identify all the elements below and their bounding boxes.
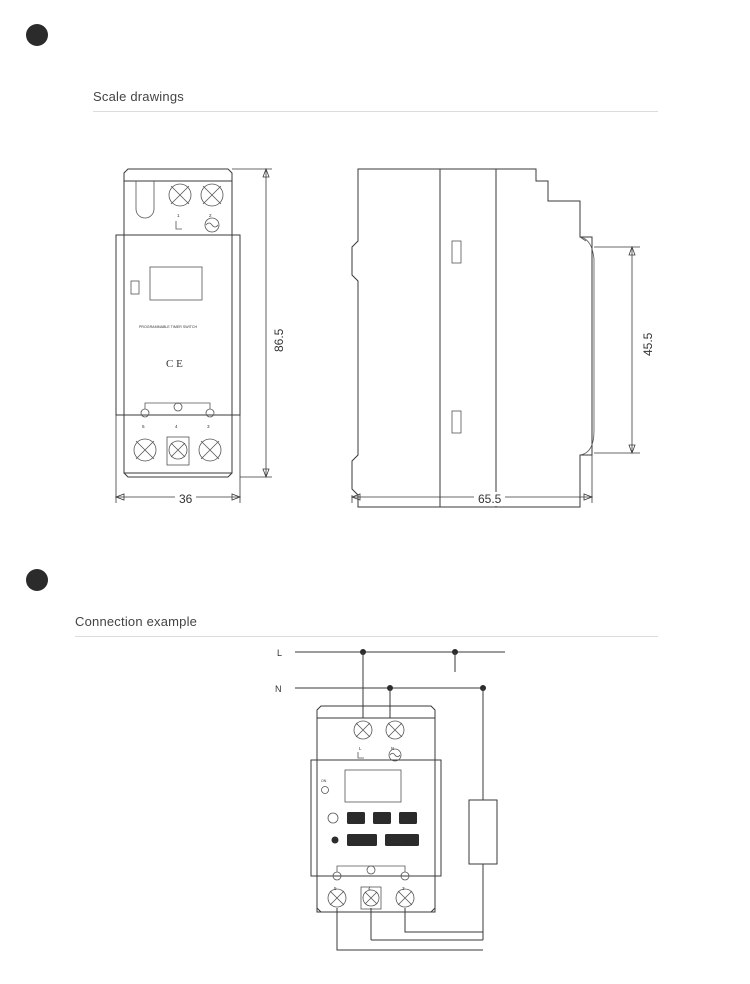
- section-bullet-scale-drawings: [26, 24, 48, 46]
- svg-text:N: N: [391, 746, 395, 751]
- side-view-drawing: [340, 155, 660, 515]
- section-title-connection-example: Connection example: [75, 614, 198, 629]
- svg-text:3: 3: [402, 886, 405, 891]
- svg-text:5: 5: [142, 424, 145, 429]
- svg-text:H+: H+: [377, 818, 382, 822]
- svg-text:PROGRAMMABLE TIMER SWITCH: PROGRAMMABLE TIMER SWITCH: [139, 325, 198, 329]
- svg-text:RESET: RESET: [350, 840, 362, 844]
- side-view-width-dimension: 65.5: [474, 492, 505, 506]
- front-view-height-dimension: 86.5: [272, 328, 286, 352]
- section-title-scale-drawings: Scale drawings: [93, 89, 184, 104]
- svg-text:5: 5: [334, 886, 337, 891]
- section-divider-connection-example: [75, 636, 658, 637]
- section-bullet-connection-example: [26, 569, 48, 591]
- connection-diagram: [255, 640, 715, 980]
- section-divider-scale-drawings: [93, 111, 658, 112]
- svg-text:4: 4: [175, 424, 178, 429]
- svg-text:MANUAL: MANUAL: [388, 840, 403, 844]
- svg-text:C E: C E: [166, 358, 183, 370]
- svg-text:M+: M+: [403, 818, 409, 822]
- svg-text:1: 1: [177, 213, 180, 218]
- svg-text:N: N: [275, 684, 282, 694]
- svg-text:ON: ON: [321, 779, 327, 783]
- svg-text:3: 3: [207, 424, 210, 429]
- front-view-width-dimension: 36: [175, 492, 196, 506]
- svg-text:L: L: [359, 746, 362, 751]
- svg-text:4: 4: [368, 886, 371, 891]
- side-view-height-dimension: 45.5: [641, 332, 655, 356]
- svg-text:L: L: [277, 648, 283, 658]
- svg-text:2: 2: [209, 213, 212, 218]
- svg-text:D+: D+: [351, 818, 356, 822]
